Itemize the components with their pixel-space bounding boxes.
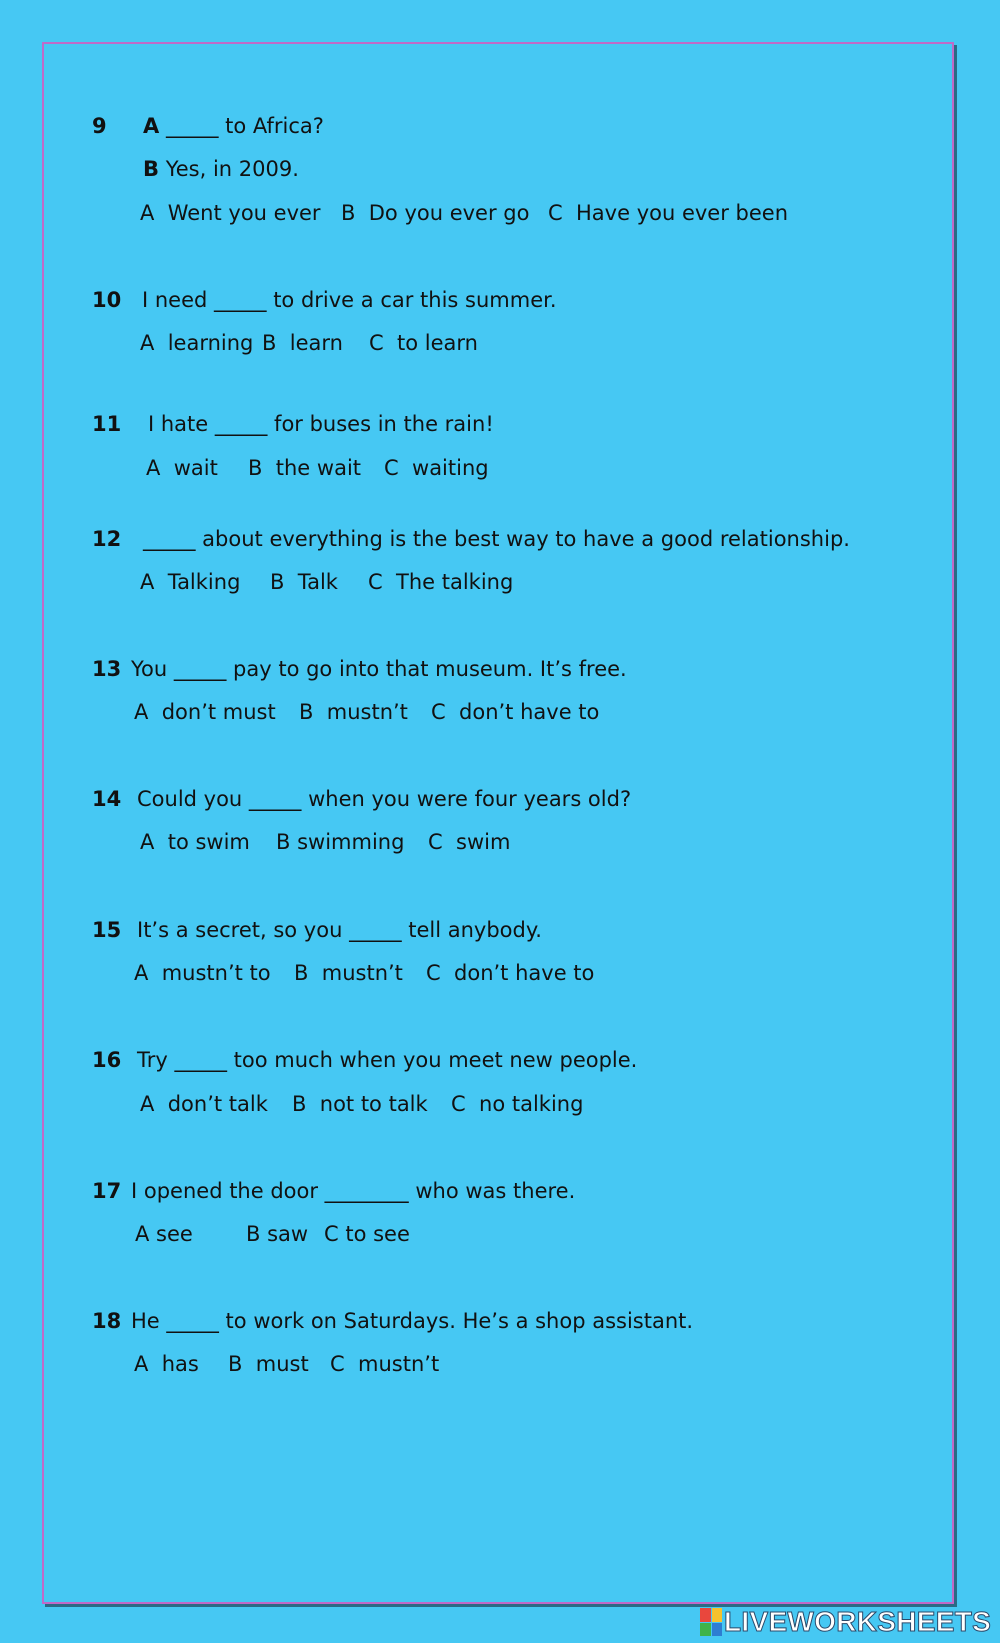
logo-text: LIVEWORKSHEETS (724, 1606, 992, 1637)
question-number: 14 (92, 787, 122, 811)
option-b[interactable]: B Talk (270, 570, 338, 594)
logo-square-red (700, 1608, 711, 1622)
option-c[interactable]: C no talking (451, 1092, 584, 1116)
option-c[interactable]: C waiting (384, 456, 489, 480)
question-text: You _____ pay to go into that museum. It’s free. (131, 657, 627, 681)
option-b[interactable]: B must (228, 1352, 309, 1376)
option-c[interactable]: C to see (324, 1222, 410, 1246)
question-text: It’s a secret, so you _____ tell anybody. (137, 918, 542, 942)
logo-square-green (700, 1623, 711, 1637)
option-a[interactable]: A learning (140, 331, 254, 355)
option-a[interactable]: A wait (146, 456, 218, 480)
option-c[interactable]: C don’t have to (431, 700, 600, 724)
question-text: Could you _____ when you were four years old? (137, 787, 632, 811)
liveworksheets-logo[interactable] (700, 1605, 991, 1639)
question-number: 10 (92, 288, 122, 312)
option-b[interactable]: B Do you ever go (341, 201, 530, 225)
question-text: I opened the door ________ who was there. (131, 1179, 576, 1203)
speaker-label: A (143, 114, 160, 138)
option-c[interactable]: C swim (428, 830, 511, 854)
question-text: _____ to Africa? (165, 114, 324, 138)
logo-square-blue (712, 1623, 723, 1637)
question-number: 15 (92, 918, 122, 942)
dialogue-line-b (143, 157, 299, 181)
dialogue-line-a (143, 114, 324, 138)
question-text: I need _____ to drive a car this summer. (142, 288, 557, 312)
question-number: 13 (92, 657, 122, 681)
option-a[interactable]: A Went you ever (140, 201, 321, 225)
option-b[interactable]: B saw (246, 1222, 309, 1246)
speaker-label: B (143, 157, 160, 181)
option-c[interactable]: C The talking (368, 570, 514, 594)
option-a[interactable]: A has (134, 1352, 199, 1376)
question-number: 16 (92, 1048, 122, 1072)
logo-icon (700, 1608, 722, 1636)
logo-square-yellow (712, 1608, 723, 1622)
option-c[interactable]: C don’t have to (426, 961, 595, 985)
question-text: _____ about everything is the best way to have a good relationship. (143, 527, 850, 551)
option-c[interactable]: C mustn’t (330, 1352, 440, 1376)
option-b[interactable]: B mustn’t (299, 700, 408, 724)
option-a[interactable]: A mustn’t to (134, 961, 271, 985)
question-text: He _____ to work on Saturdays. He’s a shop assistant. (131, 1309, 694, 1333)
option-b[interactable]: B not to talk (292, 1092, 428, 1116)
option-b[interactable]: B the wait (248, 456, 362, 480)
question-number: 9 (92, 114, 107, 138)
option-a[interactable]: A don’t talk (140, 1092, 268, 1116)
question-text: Try _____ too much when you meet new people. (137, 1048, 638, 1072)
option-a[interactable]: A see (135, 1222, 193, 1246)
question-number: 18 (92, 1309, 122, 1333)
option-a[interactable]: A to swim (140, 830, 250, 854)
option-b[interactable]: B learn (262, 331, 343, 355)
question-text: I hate _____ for buses in the rain! (148, 412, 494, 436)
option-b[interactable]: B mustn’t (294, 961, 403, 985)
question-number: 12 (92, 527, 122, 551)
option-b[interactable]: B swimming (276, 830, 405, 854)
question-number: 17 (92, 1179, 122, 1203)
answer-text: Yes, in 2009. (165, 157, 299, 181)
option-c[interactable]: C Have you ever been (548, 201, 789, 225)
option-a[interactable]: A Talking (140, 570, 241, 594)
option-c[interactable]: C to learn (369, 331, 478, 355)
question-number: 11 (92, 412, 122, 436)
option-a[interactable]: A don’t must (134, 700, 276, 724)
